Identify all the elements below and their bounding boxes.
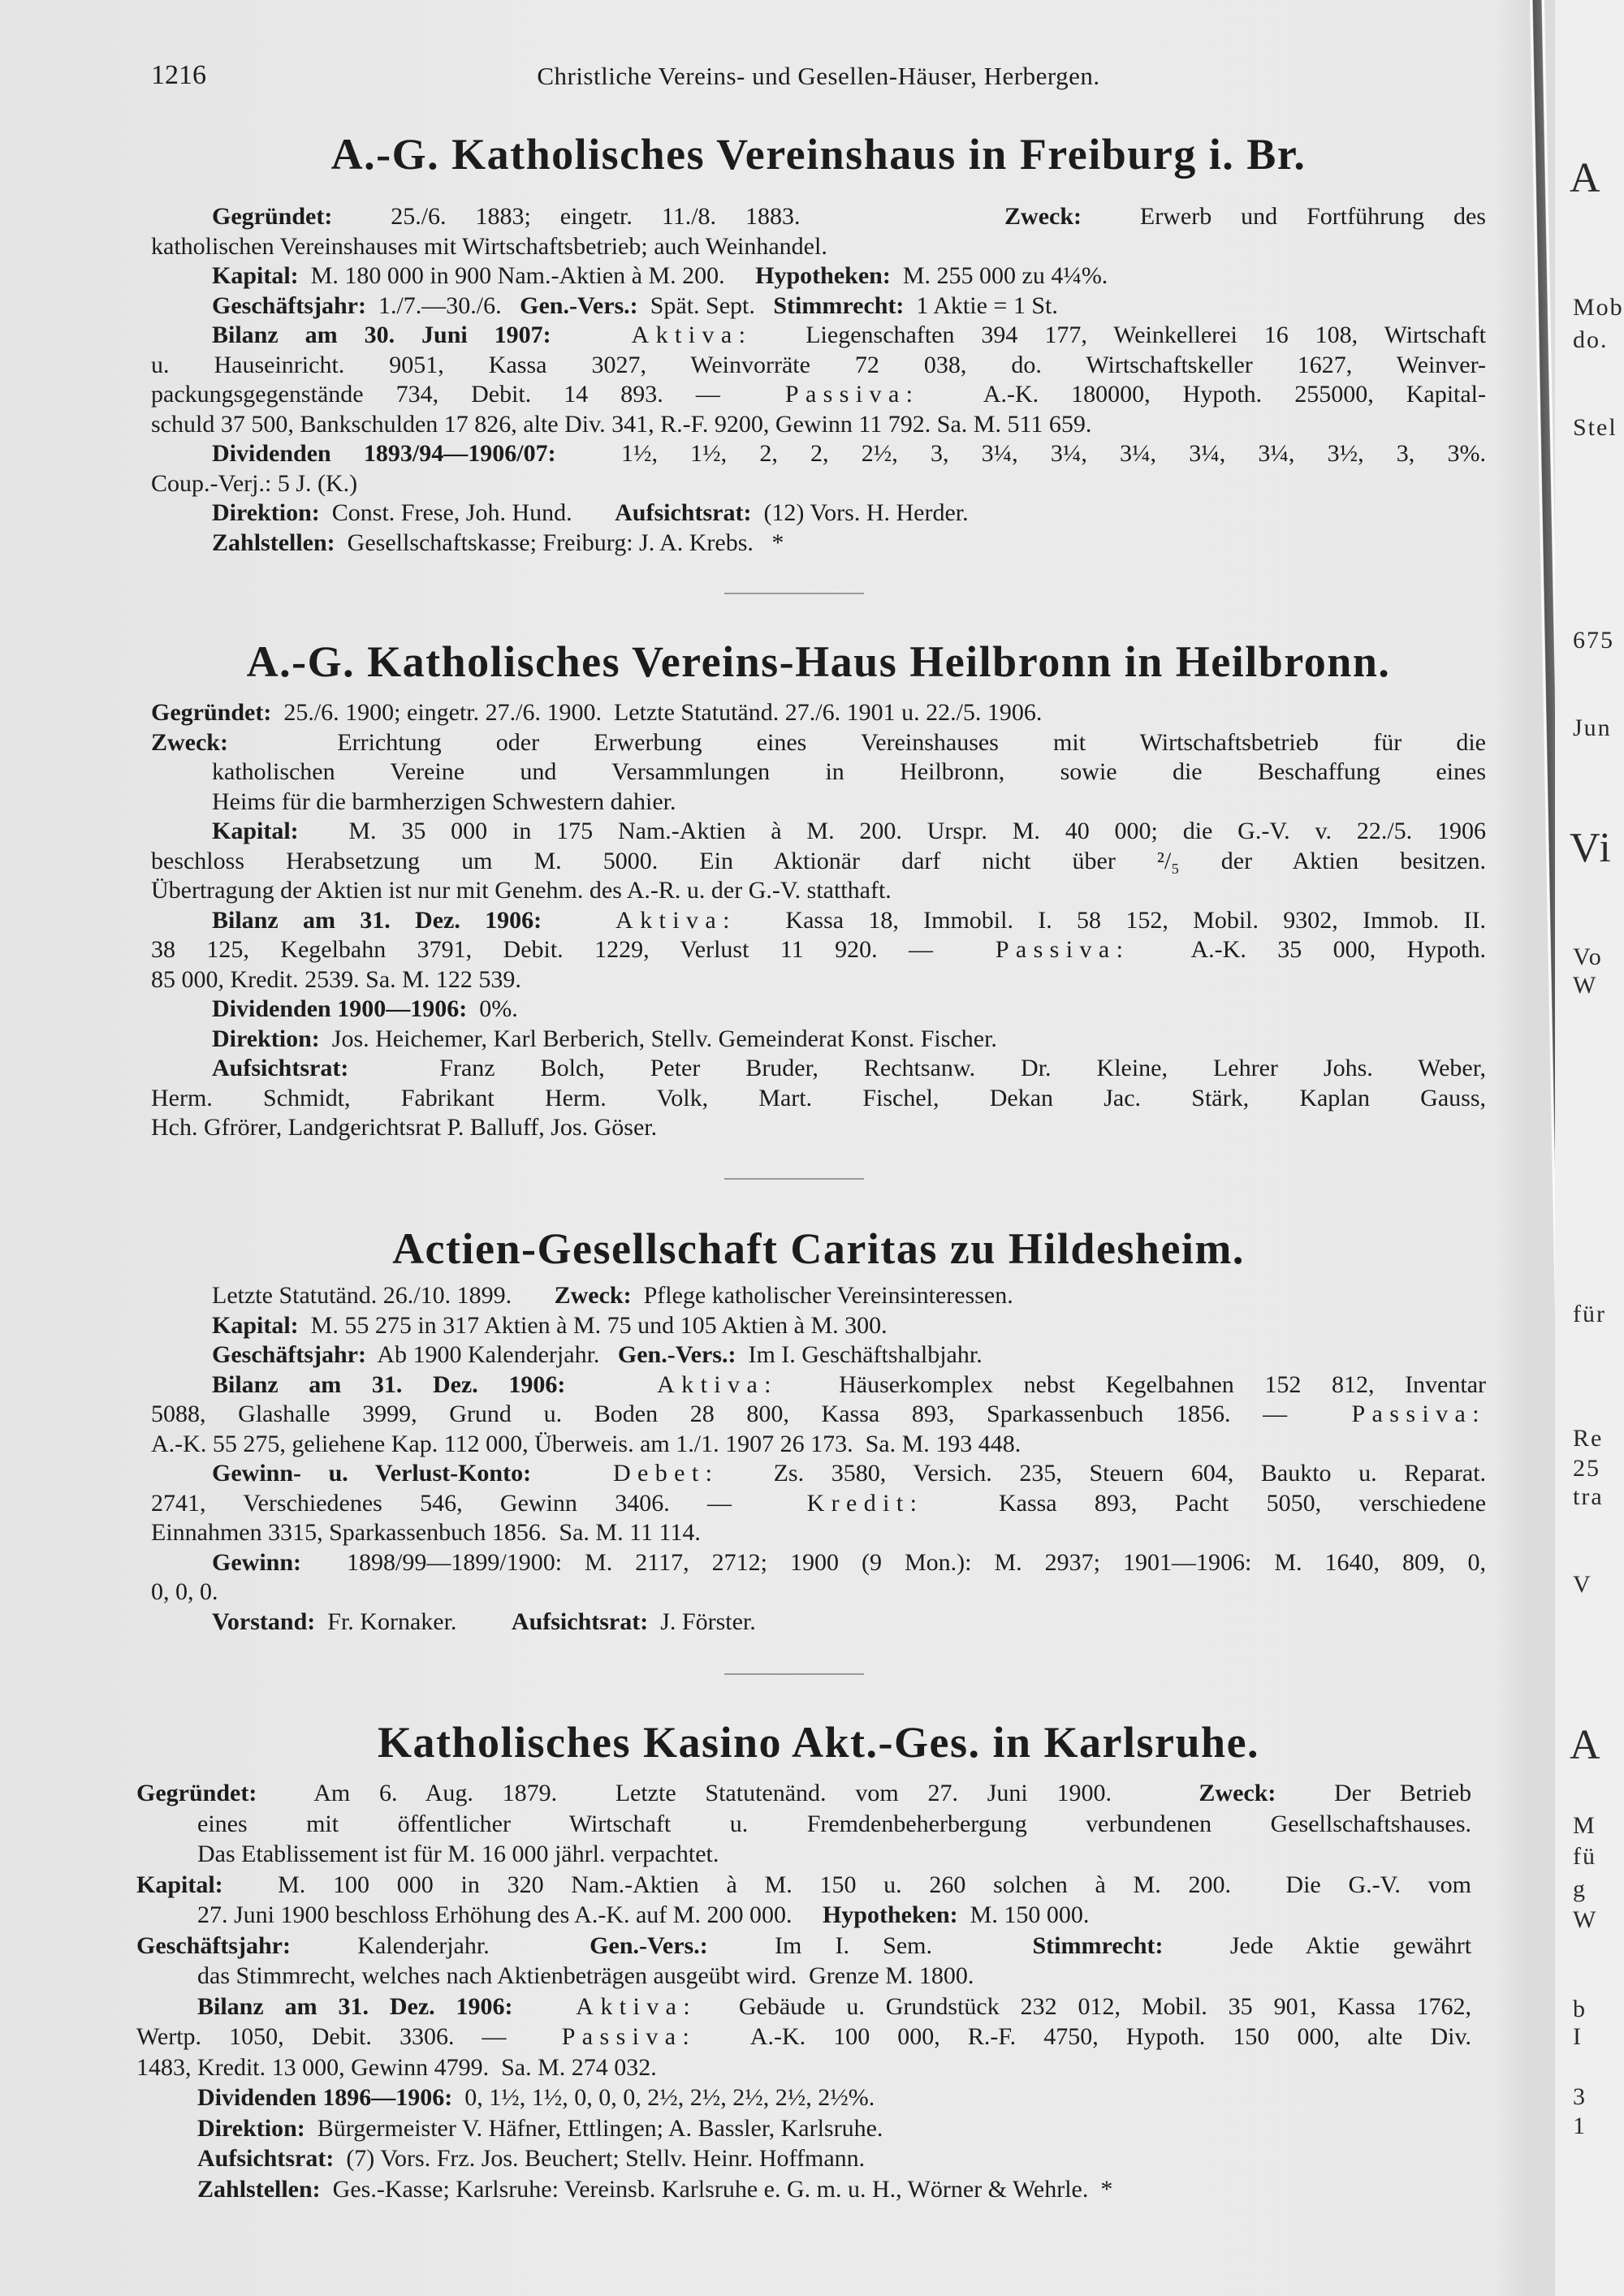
text-line: [136, 1870, 1471, 1901]
section-divider: [724, 1178, 864, 1180]
entry-body: [136, 1778, 1471, 2204]
text-run: 1 Aktie = 1 St.: [909, 291, 1058, 319]
entry-paragraph: [151, 1459, 1486, 1548]
page-number: 1216: [151, 60, 206, 90]
field-label: Hypotheken:: [755, 262, 891, 289]
text-run: (7) Vors. Frz. Jos. Beuchert; Stellv. Heinr. Hoffmann.: [339, 2145, 866, 2172]
text-run: Letzte Statutänd. 26./10. 1899.: [212, 1282, 549, 1309]
text-run: 2741, Verschiedenes 546, Gewinn 3406. —: [151, 1489, 770, 1517]
text-run: M. 255 000 zu 4¼%.: [896, 262, 1108, 289]
adjacent-page-fragment: Vo: [1573, 943, 1603, 970]
entry-title: A.-G. Katholisches Vereins-Haus Heilbronn in Heilbronn.: [246, 637, 1391, 686]
entry-paragraph: [136, 2113, 1471, 2144]
text-line: [151, 1430, 1486, 1460]
text-run: Wertp. 1050, Debit. 3306. —: [136, 2023, 534, 2050]
text-line: [136, 1778, 1471, 1809]
text-line: [151, 1577, 1486, 1608]
spaced-heading: Kredit:: [806, 1489, 924, 1517]
text-run: Franz Bolch, Peter Bruder, Rechtsanw. Dr. Kleine, Lehrer Johs. Weber,: [394, 1055, 1486, 1081]
text-run: A.-K. 100 000, R.-F. 4750, Hypoth. 150 000, alte Div.: [723, 2023, 1471, 2050]
text-line: [151, 1548, 1486, 1578]
text-line: [151, 498, 1486, 529]
field-label: Dividenden 1893/94—1906/07:: [212, 440, 556, 467]
text-line: [151, 1311, 1486, 1341]
text-run: Gebäude u. Grundstück 232 012, Mobil. 35 901, Kassa 1762,: [717, 1992, 1471, 2020]
adjacent-page-fragment: tra: [1573, 1483, 1604, 1510]
spaced-heading: Aktiva:: [576, 1992, 698, 2020]
text-run: Erwerb und Fortführung des: [1110, 203, 1486, 230]
adjacent-page-fragment: 675: [1573, 627, 1614, 654]
field-label: Geschäftsjahr:: [136, 1931, 291, 1959]
field-label: Kapital:: [212, 818, 299, 844]
text-run: M. 100 000 in 320 Nam.-Aktien à M. 150 u. 260 solchen à M. 200. Die G.-V. vom: [250, 1871, 1471, 1898]
text-run: 0%.: [473, 995, 518, 1022]
text-run: M. 55 275 in 317 Aktien à M. 75 und 105 Aktien à M. 300.: [304, 1311, 888, 1339]
text-line: [151, 1340, 1486, 1370]
text-run: (12) Vors. H. Herder.: [757, 499, 969, 526]
entry-paragraph: [136, 1778, 1471, 1870]
adjacent-page-fragment: W: [1573, 1906, 1598, 1933]
entry-paragraph: [151, 1281, 1486, 1311]
spaced-heading: Debet:: [612, 1460, 719, 1487]
field-label: Gewinn:: [212, 1548, 302, 1576]
entry-paragraph: [151, 1370, 1486, 1460]
field-label: Gegründet:: [151, 699, 272, 726]
text-run: A.-K. 180000, Hypoth. 255000, Kapital-: [952, 381, 1486, 408]
text-run: Herm. Schmidt, Fabrikant Herm. Volk, Mart. Fischel, Dekan Jac. Stärk, Kaplan Gauss,: [151, 1084, 1486, 1111]
spaced-heading: Passiva:: [561, 2023, 697, 2050]
text-line: [151, 1400, 1486, 1430]
text-line: [151, 1113, 1486, 1143]
spaced-heading: Passiva:: [784, 381, 920, 408]
text-line: [151, 757, 1486, 788]
entry-paragraph: [151, 1608, 1486, 1638]
field-label: Kapital:: [136, 1871, 223, 1898]
text-line: [151, 1518, 1486, 1548]
entry-paragraph: [136, 2082, 1471, 2113]
entry-paragraph: [151, 698, 1486, 728]
adjacent-page-fragment: V: [1573, 1571, 1592, 1598]
text-run: Kassa 893, Pacht 5050, verschiedene: [961, 1489, 1486, 1517]
entry-paragraph: [151, 261, 1486, 291]
text-line: [151, 728, 1486, 758]
adjacent-page-fragment: g: [1573, 1875, 1587, 1902]
text-run: Am 6. Aug. 1879. Letzte Statutenänd. vom 27. Juni 1900.: [286, 1780, 1170, 1806]
adjacent-page-fragment: A: [1570, 155, 1602, 201]
field-label: Direktion:: [212, 1025, 320, 1052]
text-run: katholischen Vereine und Versammlungen in Heilbronn, sowie die Beschaffung eines: [212, 758, 1486, 785]
spaced-heading: Aktiva:: [615, 906, 736, 934]
text-run: J. Förster.: [654, 1608, 756, 1635]
text-run: 1898/99—1899/1900: M. 2117, 2712; 1900 (9 Mon.): M. 2937; 1901—1906: M. 1640, 809, 0,: [324, 1548, 1486, 1576]
section-divider: [724, 1673, 864, 1675]
field-label: Dividenden 1896—1906:: [197, 2084, 453, 2111]
field-label: Aufsichtsrat:: [197, 2145, 335, 2172]
entry-body: [151, 1281, 1486, 1637]
text-run: A.-K. 55 275, geliehene Kap. 112 000, Überweis. am 1./1. 1907 26 173. Sa. M. 193 448.: [151, 1430, 1021, 1457]
text-line: [151, 261, 1486, 291]
text-run: 38 125, Kegelbahn 3791, Debit. 1229, Verlust 11 920. —: [151, 936, 965, 963]
entry-paragraph: [151, 1340, 1486, 1370]
text-line: [136, 1900, 1471, 1931]
text-line: [136, 1992, 1471, 2022]
text-run: 1483, Kredit. 13 000, Gewinn 4799. Sa. M. 274 032.: [136, 2053, 657, 2081]
text-line: [151, 965, 1486, 995]
text-line: [136, 2082, 1471, 2113]
entry-paragraph: [151, 291, 1486, 322]
text-run: Kalenderjahr.: [324, 1931, 557, 1959]
entry-title: Katholisches Kasino Akt.-Ges. in Karlsruhe.: [377, 1718, 1260, 1767]
text-line: [151, 439, 1486, 469]
text-run: 5088, Glashalle 3999, Grund u. Boden 28 800, Kassa 893, Sparkassenbuch 1856. —: [151, 1400, 1320, 1427]
adjacent-page-fragment: 25: [1573, 1455, 1600, 1482]
adjacent-page-edge: [1555, 0, 1624, 2296]
text-line: [151, 351, 1486, 381]
field-label: Bilanz am 30. Juni 1907:: [212, 322, 551, 348]
entry-paragraph: [151, 995, 1486, 1025]
text-line: [151, 876, 1486, 906]
text-run: Jede Aktie gewährt: [1196, 1931, 1471, 1959]
text-line: [136, 1961, 1471, 1992]
text-run: M. 35 000 in 175 Nam.-Aktien à M. 200. Urspr. M. 40 000; die G.-V. v. 22./5. 1906: [323, 818, 1486, 844]
field-label: Gegründet:: [212, 203, 333, 230]
adjacent-page-fragment: für: [1573, 1301, 1606, 1327]
text-run: A.-K. 35 000, Hypoth.: [1160, 936, 1486, 963]
text-run: Zs. 3580, Versich. 235, Steuern 604, Baukto u. Reparat.: [745, 1460, 1486, 1487]
text-run: Heims für die barmherzigen Schwestern dahier.: [212, 788, 676, 815]
text-run: Const. Frese, Joh. Hund.: [326, 499, 609, 526]
text-line: [136, 2052, 1471, 2083]
spaced-heading: Aktiva:: [631, 322, 753, 348]
text-run: [533, 1993, 555, 2020]
adjacent-page-fragment: 3: [1573, 2083, 1587, 2110]
entry-title: A.-G. Katholisches Vereinshaus in Freiburg i. Br.: [330, 130, 1307, 179]
text-line: [151, 1025, 1486, 1055]
text-line: [151, 232, 1486, 262]
entry-paragraph: [151, 1311, 1486, 1341]
text-run: [578, 322, 605, 348]
field-label: Dividenden 1900—1906:: [212, 995, 468, 1022]
field-label: Vorstand:: [212, 1608, 316, 1635]
field-label: Zahlstellen:: [197, 2175, 321, 2203]
text-run: beschloss Herabsetzung um M. 5000. Ein Aktionär darf nicht über ²/₅ der Aktien besitzen.: [151, 847, 1486, 874]
text-run: schuld 37 500, Bankschulden 17 826, alte Div. 341, R.-F. 9200, Gewinn 11 792. Sa. M. 511 659.: [151, 410, 1092, 438]
field-label: Gen.-Vers.:: [617, 1341, 736, 1368]
text-run: 25./6. 1883; eingetr. 11./8. 1883.: [361, 203, 976, 230]
adjacent-page-fragment: b: [1573, 1996, 1587, 2022]
entry-paragraph: [151, 529, 1486, 559]
text-run: Einnahmen 3315, Sparkassenbuch 1856. Sa. M. 11 114.: [151, 1519, 701, 1546]
text-run: katholischen Vereinshauses mit Wirtschaftsbetrieb; auch Weinhandel.: [151, 232, 827, 260]
text-run: Fr. Kornaker.: [321, 1608, 506, 1635]
text-line: [151, 1054, 1486, 1084]
entry-title: Actien-Gesellschaft Caritas zu Hildesheim.: [392, 1224, 1245, 1273]
text-run: Spät. Sept.: [644, 291, 767, 319]
field-label: Stimmrecht:: [773, 291, 905, 319]
text-line: [151, 469, 1486, 499]
text-run: u. Hauseinricht. 9051, Kassa 3027, Weinvorräte 72 038, do. Wirtschaftskeller 1627, Weinver-: [151, 351, 1486, 378]
entry-paragraph: [151, 498, 1486, 529]
field-label: Stimmrecht:: [1032, 1931, 1164, 1959]
field-label: Gen.-Vers.:: [590, 1931, 708, 1959]
text-line: [151, 1084, 1486, 1114]
field-label: Zweck:: [1199, 1780, 1276, 1806]
text-line: [136, 1839, 1471, 1870]
adjacent-page-fragment: 1: [1573, 2113, 1587, 2139]
adjacent-page-fragment: fü: [1573, 1843, 1596, 1870]
field-label: Kapital:: [212, 1311, 299, 1339]
text-line: [151, 1459, 1486, 1489]
text-run: [596, 1371, 627, 1398]
text-line: [151, 380, 1486, 410]
adjacent-page-fragment: Mob: [1573, 294, 1624, 321]
field-label: Hypotheken:: [822, 1901, 958, 1928]
entry-paragraph: [136, 2143, 1471, 2174]
text-run: Im I. Sem.: [741, 1931, 1000, 1959]
adjacent-page-fragment: Re: [1573, 1425, 1604, 1452]
field-label: Zweck:: [554, 1282, 632, 1309]
text-run: Jos. Heichemer, Karl Berberich, Stellv. Gemeinderat Konst. Fischer.: [326, 1025, 997, 1052]
field-label: Zweck:: [1004, 203, 1082, 230]
entry-paragraph: [151, 202, 1486, 261]
field-label: Bilanz am 31. Dez. 1906:: [197, 1992, 513, 2020]
entry-paragraph: [136, 1870, 1471, 1931]
text-line: [151, 698, 1486, 728]
spaced-heading: Passiva:: [995, 936, 1130, 963]
text-line: [151, 1281, 1486, 1311]
text-run: M. 180 000 in 900 Nam.-Aktien à M. 200.: [304, 262, 749, 289]
field-label: Gegründet:: [136, 1780, 257, 1806]
text-run: [566, 907, 590, 934]
field-label: Gewinn- u. Verlust-Konto:: [212, 1460, 532, 1487]
field-label: Geschäftsjahr:: [212, 1341, 366, 1368]
text-run: 0, 0, 0.: [151, 1578, 218, 1605]
entry-paragraph: [151, 728, 1486, 818]
text-line: [136, 2022, 1471, 2052]
text-line: [151, 935, 1486, 965]
entry-paragraph: [151, 1548, 1486, 1608]
text-run: Häuserkomplex nebst Kegelbahnen 152 812, Inventar: [808, 1370, 1486, 1398]
text-line: [136, 2174, 1471, 2205]
text-run: M. 150 000.: [964, 1901, 1090, 1928]
text-run: 27. Juni 1900 beschloss Erhöhung des A.-K. auf M. 200 000.: [197, 1901, 817, 1928]
adjacent-page-fragment: Jun: [1573, 714, 1612, 741]
text-run: Im I. Geschäftshalbjahr.: [741, 1341, 983, 1368]
text-run: 25./6. 1900; eingetr. 27./6. 1900. Letzte Statutänd. 27./6. 1901 u. 22./5. 1906.: [277, 699, 1043, 726]
text-run: [559, 1460, 586, 1487]
text-line: [151, 788, 1486, 818]
text-run: Der Betrieb: [1305, 1780, 1471, 1806]
adjacent-page-fragment: M: [1573, 1812, 1596, 1839]
text-line: [151, 1608, 1486, 1638]
field-label: Gen.-Vers.:: [520, 291, 638, 319]
adjacent-page-fragment: Stel: [1573, 414, 1618, 441]
spaced-heading: Aktiva:: [657, 1370, 778, 1398]
text-run: Errichtung oder Erwerbung eines Vereinshauses mit Wirtschaftsbetrieb für die: [283, 728, 1486, 756]
text-line: [151, 817, 1486, 847]
entry-paragraph: [151, 1025, 1486, 1055]
text-line: [151, 1489, 1486, 1519]
text-line: [136, 1931, 1471, 1962]
section-divider: [724, 593, 864, 594]
text-run: Liegenschaften 394 177, Weinkellerei 16 108, Wirtschaft: [779, 322, 1486, 348]
field-label: Bilanz am 31. Dez. 1906:: [212, 1370, 566, 1398]
text-run: Kassa 18, Immobil. I. 58 152, Mobil. 9302, Immob. II.: [761, 906, 1486, 934]
entry-paragraph: [151, 321, 1486, 439]
field-label: Zahlstellen:: [212, 529, 335, 556]
field-label: Aufsichtsrat:: [212, 1055, 349, 1081]
text-line: [151, 906, 1486, 936]
field-label: Direktion:: [197, 2114, 305, 2142]
field-label: Kapital:: [212, 262, 299, 289]
text-line: [151, 995, 1486, 1025]
text-run: 0, 1½, 1½, 0, 0, 0, 2½, 2½, 2½, 2½, 2½%.: [458, 2084, 875, 2111]
adjacent-page-fragment: I: [1573, 2023, 1583, 2050]
text-run: das Stimmrecht, welches nach Aktienbeträgen ausgeübt wird. Grenze M. 1800.: [197, 1962, 974, 1989]
text-run: Hch. Gfrörer, Landgerichtsrat P. Balluff, Jos. Göser.: [151, 1114, 658, 1141]
entry-body: [151, 698, 1486, 1143]
text-run: Übertragung der Aktien ist nur mit Genehm. des A.-R. u. der G.-V. statthaft.: [151, 877, 892, 904]
text-run: 1./7.—30./6.: [372, 291, 514, 319]
text-line: [151, 202, 1486, 232]
adjacent-page-fragment: do.: [1573, 326, 1609, 353]
adjacent-page-fragment: W: [1573, 972, 1598, 999]
adjacent-page-fragment: A: [1570, 1722, 1602, 1768]
spaced-heading: Passiva:: [1351, 1400, 1486, 1427]
text-line: [151, 321, 1486, 351]
text-line: [136, 2143, 1471, 2174]
text-run: Das Etablissement ist für M. 16 000 jährl. verpachtet.: [197, 1841, 719, 1867]
text-line: [151, 529, 1486, 559]
text-line: [151, 847, 1486, 877]
entry-paragraph: [151, 1054, 1486, 1143]
text-run: eines mit öffentlicher Wirtschaft u. Fremdenbeherbergung verbundenen Gesellschaftshauses.: [197, 1810, 1471, 1837]
text-line: [151, 291, 1486, 322]
text-run: Pflege katholischer Vereinsinteressen.: [637, 1282, 1013, 1309]
text-run: Bürgermeister V. Häfner, Ettlingen; A. Bassler, Karlsruhe.: [311, 2114, 883, 2142]
field-label: Bilanz am 31. Dez. 1906:: [212, 906, 542, 934]
text-run: Coup.-Verj.: 5 J. (K.): [151, 469, 358, 497]
entry-paragraph: [136, 1992, 1471, 2083]
entry-body: [151, 202, 1486, 558]
entry-paragraph: [151, 439, 1486, 498]
running-head: Christliche Vereins- und Gesellen-Häuser, Herbergen.: [537, 62, 1100, 90]
text-run: Gesellschaftskasse; Freiburg: J. A. Krebs. *: [341, 529, 784, 556]
text-run: packungsgegenstände 734, Debit. 14 893. —: [151, 381, 753, 408]
field-label: Zweck:: [151, 728, 228, 756]
entry-paragraph: [136, 2174, 1471, 2205]
adjacent-page-fragment: Vi: [1570, 825, 1613, 871]
text-line: [136, 1809, 1471, 1840]
text-run: 85 000, Kredit. 2539. Sa. M. 122 539.: [151, 965, 521, 993]
field-label: Direktion:: [212, 499, 320, 526]
field-label: Aufsichtsrat:: [615, 499, 752, 526]
text-run: Ges.-Kasse; Karlsruhe: Vereinsb. Karlsruhe e. G. m. u. H., Wörner & Wehrle. *: [326, 2175, 1113, 2203]
text-run: 1½, 1½, 2, 2, 2½, 3, 3¼, 3¼, 3¼, 3¼, 3¼, 3½, 3, 3%.: [588, 440, 1486, 467]
field-label: Aufsichtsrat:: [511, 1608, 649, 1635]
entry-paragraph: [151, 906, 1486, 995]
entry-paragraph: [136, 1931, 1471, 1992]
field-label: Geschäftsjahr:: [212, 291, 366, 319]
text-run: Ab 1900 Kalenderjahr.: [372, 1341, 612, 1368]
text-line: [151, 1370, 1486, 1400]
text-line: [151, 410, 1486, 440]
text-line: [136, 2113, 1471, 2144]
entry-paragraph: [151, 817, 1486, 906]
